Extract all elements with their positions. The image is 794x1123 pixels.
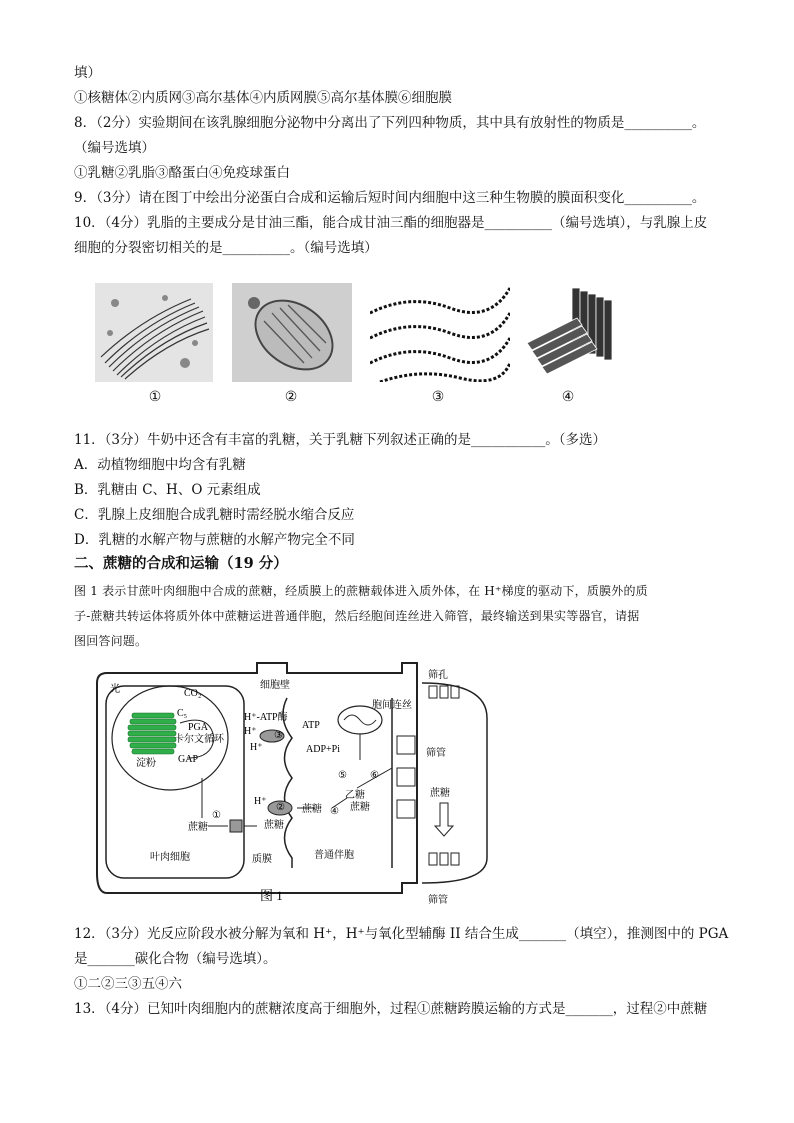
sucrose-label: 蔗糖 [264,820,284,831]
micrograph-golgi [95,283,213,382]
plasmodesmata-label: 胞间连丝 [372,700,412,711]
h-plus-label: H⁺ [250,742,263,753]
options-line: ①二②三③五④六 [74,976,182,992]
gap-label: GAP [178,754,199,765]
sucrose-label: 蔗糖 [350,802,370,813]
micrograph-label: ③ [431,389,445,405]
cell-wall-label: 细胞壁 [260,680,290,691]
atp-label: ATP [302,720,320,731]
paragraph-line: 子-蔗糖共转运体将质外体中蔗糖运进普通伴胞，然后经胞间连丝进入筛管，最终输送到果实等器官，请据 [74,609,640,623]
sieve-tube-label: 筛管 [428,895,448,906]
paragraph-line: 图回答问题。 [74,634,148,648]
question-13: 13．（4分）已知叶肉细胞内的蔗糖浓度高于细胞外，过程①蔗糖跨膜运输的方式是_______，过程②中蔗糖 [74,1001,708,1017]
sucrose-label: 蔗糖 [430,788,450,799]
yi-tang-label: 乙糖 [345,790,365,801]
micrograph-centriole [522,283,618,382]
text-line: （编号选填） [74,140,155,156]
question-12: 12．（3分）光反应阶段水被分解为氧和 H⁺，H⁺与氧化型辅酶 II 结合生成_______（填空），推测图中的 PGA [74,926,729,942]
h-atpase-label: H⁺-ATP酶 [244,712,288,723]
micrograph-label: ④ [561,389,575,405]
h-plus-label: H⁺ [244,726,257,737]
text-line: 填） [74,65,101,81]
section-heading: 二、蔗糖的合成和运输（19 分） [74,555,288,572]
micrograph-rough-er [370,283,510,382]
option-a: A．动植物细胞中均含有乳糖 [74,457,246,473]
text-line: 细胞的分裂密切相关的是__________。（编号选填） [74,240,378,256]
micrograph-label: ① [148,389,162,405]
options-line: ①核糖体②内质网③高尔基体④内质网膜⑤高尔基体膜⑥细胞膜 [74,90,452,106]
step-6-label: ⑥ [370,770,379,781]
co2-label: CO₂ [184,688,202,699]
plasma-membrane-label: 质膜 [252,854,272,865]
step-1-label: ① [212,810,221,821]
question-11: 11．（3分）牛奶中还含有丰富的乳糖，关于乳糖下列叙述正确的是___________。（多选） [74,432,607,448]
question-8: 8．（2分）实验期间在该乳腺细胞分泌物中分离出了下列四种物质，其中具有放射性的物质是__________。 [74,115,706,131]
step-4-label: ④ [330,806,339,817]
sieve-pore-label: 筛孔 [428,670,448,681]
calvin-cycle-label: 卡尔文循环 [174,734,224,745]
c5-label: C₅ [177,708,188,719]
option-b: B．乳糖由 C、H、O 元素组成 [74,482,261,498]
h-plus-label: H⁺ [254,796,267,807]
pga-label: PGA [188,722,209,733]
figure-1-diagram [92,658,502,908]
paragraph-line: 图 1 表示甘蔗叶肉细胞中合成的蔗糖，经质膜上的蔗糖载体进入质外体，在 H⁺梯度的驱动下，质膜外的质 [74,584,648,598]
step-5-label: ⑤ [338,770,347,781]
figure-caption: 图 1 [260,888,283,903]
option-d: D．乳糖的水解产物与蔗糖的水解产物完全不同 [74,532,355,548]
sucrose-label: 蔗糖 [188,822,208,833]
step-3-label: ③ [274,730,283,741]
companion-cell-label: 普通伴胞 [314,850,354,861]
question-9: 9．（3分）请在图丁中绘出分泌蛋白合成和运输后短时间内细胞中这三种生物膜的膜面积变化__________。 [74,190,706,206]
adp-label: ADP+Pi [306,744,340,755]
micrograph-label: ② [284,389,298,405]
starch-label: 淀粉 [136,758,156,769]
light-label: 光 [110,684,120,695]
step-2-label: ② [276,802,285,813]
options-line: ①乳糖②乳脂③酪蛋白④免疫球蛋白 [74,165,290,181]
text-line: 是_______碳化合物（编号选填）。 [74,951,277,967]
question-10: 10．（4分）乳脂的主要成分是甘油三酯，能合成甘油三酯的细胞器是__________（编号选填），与乳腺上皮 [74,215,708,231]
mesophyll-label: 叶肉细胞 [150,852,190,863]
micrograph-mitochondrion [232,283,352,382]
option-c: C．乳腺上皮细胞合成乳糖时需经脱水缩合反应 [74,507,355,523]
sucrose-label: 蔗糖 [302,804,322,815]
sieve-tube-label: 筛管 [426,748,446,759]
